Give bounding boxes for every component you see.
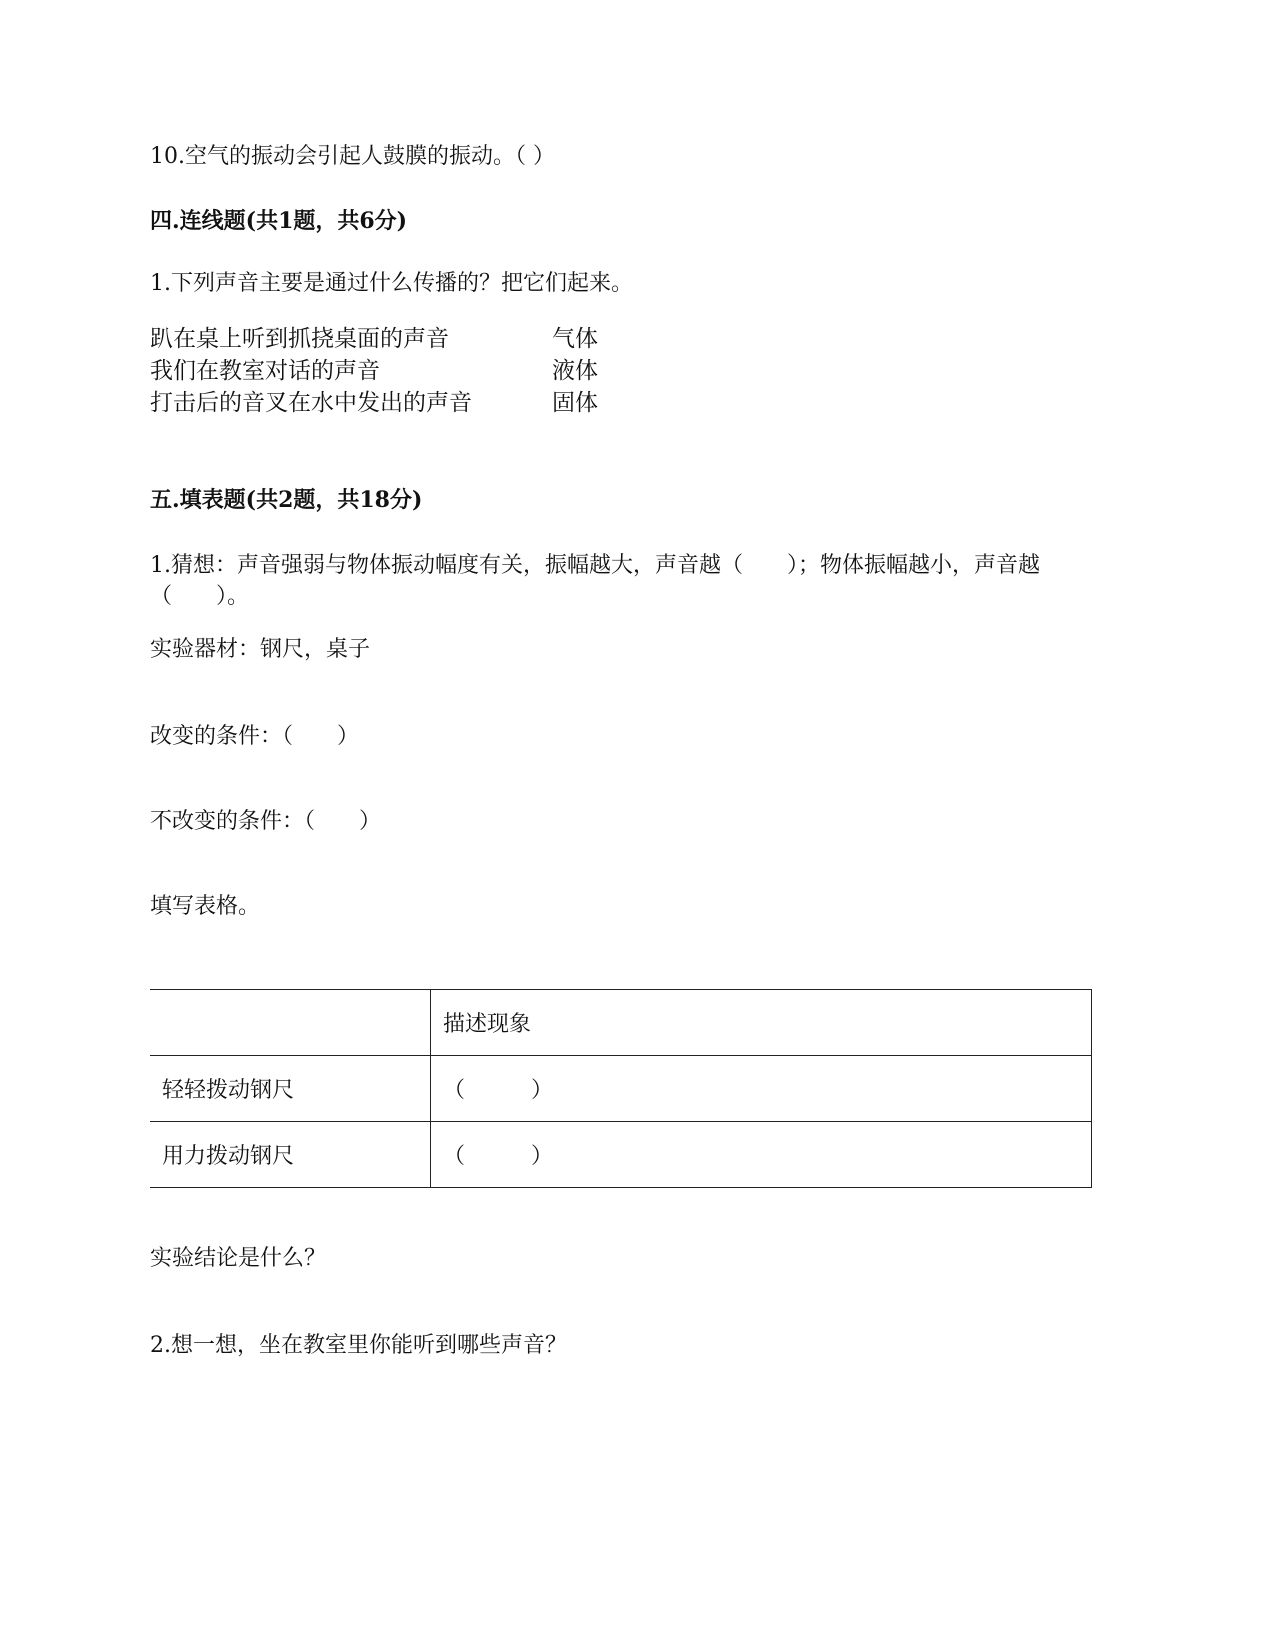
matching-left-column (150, 323, 472, 419)
table-answer-blank: （ ） (431, 1122, 1092, 1188)
fill-table-instruction: 填写表格。 (150, 894, 261, 919)
section-5-heading: 五.填表题(共2题，共18分) (150, 487, 423, 513)
section-4-question-1: 1.下列声音主要是通过什么传播的？把它们起来。 (150, 271, 633, 296)
unchanged-condition-text: 不改变的条件：（ ） (150, 809, 382, 834)
matching-right-item: 气体 (552, 326, 598, 352)
section-5-question-1: 1.猜想：声音强弱与物体振动幅度有关，振幅越大，声音越（ ）；物体振幅越小，声音越（ ）。 (150, 553, 1040, 609)
experiment-table (150, 989, 1092, 1188)
table-header-row (150, 990, 1092, 1056)
matching-right-item: 液体 (552, 358, 598, 384)
section-4-heading: 四.连线题(共1题，共6分) (150, 208, 408, 234)
conclusion-question: 实验结论是什么？ (150, 1246, 327, 1271)
table-header-cell (150, 990, 431, 1056)
materials-text: 实验器材：钢尺，桌子 (150, 637, 371, 662)
changed-condition-text: 改变的条件：（ ） (150, 724, 360, 749)
matching-left-item: 打击后的音叉在水中发出的声音 (150, 390, 472, 416)
table-row-label: 用力拨动钢尺 (150, 1122, 431, 1188)
matching-right-item: 固体 (552, 390, 598, 416)
table-row-label: 轻轻拨动钢尺 (150, 1056, 431, 1122)
table-header-cell: 描述现象 (431, 990, 1092, 1056)
table-row (150, 1056, 1092, 1122)
question-10: 10.空气的振动会引起人鼓膜的振动。（ ） (150, 144, 555, 169)
section-5-question-2: 2.想一想，坐在教室里你能听到哪些声音？ (150, 1333, 567, 1358)
table-row (150, 1122, 1092, 1188)
table-answer-blank: （ ） (431, 1056, 1092, 1122)
matching-left-item: 趴在桌上听到抓挠桌面的声音 (150, 326, 449, 352)
matching-right-column (552, 323, 598, 419)
matching-left-item: 我们在教室对话的声音 (150, 358, 380, 384)
